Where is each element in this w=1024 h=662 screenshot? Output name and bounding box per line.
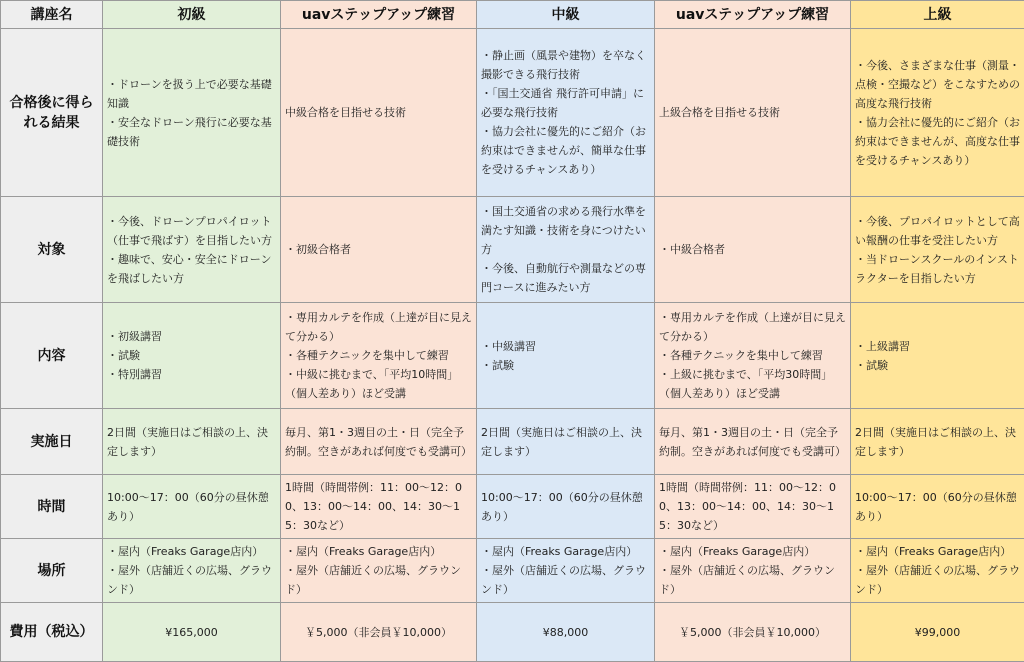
cell-date-advanced: 2日間（実施日はご相談の上、決定します） [851,409,1024,475]
cell-time-step-up-2: 1時間（時間帯例：11：00～12：00、13：00～14：00、14：30～15：30など） [655,475,851,539]
row-target [1,197,1024,303]
row-content [1,303,1024,409]
row-result [1,29,1024,197]
cell-fee-advanced: ¥99,000 [851,603,1024,662]
header-intermediate: 中級 [477,1,655,29]
cell-content-step-up-2: ・専用カルテを作成（上達が目に見えて分かる） ・各種テクニックを集中して練習 ・上級に挑むまで、「平均30時間」（個人差あり）ほど受講 [655,303,851,409]
cell-result-step-up-1: 中級合格を目指せる技術 [281,29,477,197]
row-date [1,409,1024,475]
row-place [1,539,1024,603]
row-label-result: 合格後に得られる結果 [1,29,103,197]
cell-place-intermediate: ・屋内（Freaks Garage店内） ・屋外（店舗近くの広場、グラウンド） [477,539,655,603]
row-label-target: 対象 [1,197,103,303]
cell-date-beginner: 2日間（実施日はご相談の上、決定します） [103,409,281,475]
header-course-name: 講座名 [1,1,103,29]
cell-result-beginner: ・ドローンを扱う上で必要な基礎知識 ・安全なドローン飛行に必要な基礎技術 [103,29,281,197]
header-advanced: 上級 [851,1,1024,29]
cell-fee-step-up-1: ￥5,000（非会員￥10,000） [281,603,477,662]
cell-target-step-up-2: ・中級合格者 [655,197,851,303]
cell-place-beginner: ・屋内（Freaks Garage店内） ・屋外（店舗近くの広場、グラウンド） [103,539,281,603]
cell-result-intermediate: ・静止画（風景や建物）を卒なく撮影できる飛行技術 ・「国土交通省 飛行許可申請」に必要な飛行技術 ・協力会社に優先的にご紹介（お約束はできませんが、簡単な仕事を受けるチャンスあり） [477,29,655,197]
cell-fee-step-up-2: ￥5,000（非会員￥10,000） [655,603,851,662]
header-step-up-2: uavステップアップ練習 [655,1,851,29]
cell-date-step-up-1: 毎月、第1・3週目の土・日（完全予約制。空きがあれば何度でも受講可） [281,409,477,475]
cell-date-intermediate: 2日間（実施日はご相談の上、決定します） [477,409,655,475]
cell-fee-intermediate: ¥88,000 [477,603,655,662]
cell-time-intermediate: 10:00～17：00（60分の昼休憩あり） [477,475,655,539]
cell-time-advanced: 10:00～17：00（60分の昼休憩あり） [851,475,1024,539]
cell-time-beginner: 10:00～17：00（60分の昼休憩あり） [103,475,281,539]
header-step-up-1: uavステップアップ練習 [281,1,477,29]
header-row [1,1,1024,29]
row-label-date: 実施日 [1,409,103,475]
cell-fee-beginner: ¥165,000 [103,603,281,662]
cell-result-step-up-2: 上級合格を目指せる技術 [655,29,851,197]
cell-target-intermediate: ・国土交通省の求める飛行水準を満たす知識・技術を身につけたい方 ・今後、自動航行や測量などの専門コースに進みたい方 [477,197,655,303]
cell-target-beginner: ・今後、ドローンプロパイロット（仕事で飛ばす）を目指したい方 ・趣味で、安心・安全にドローンを飛ばしたい方 [103,197,281,303]
cell-target-step-up-1: ・初級合格者 [281,197,477,303]
cell-target-advanced: ・今後、プロパイロットとして高い報酬の仕事を受注したい方 ・当ドローンスクールのインストラクターを目指したい方 [851,197,1024,303]
cell-content-intermediate: ・中級講習 ・試験 [477,303,655,409]
row-label-place: 場所 [1,539,103,603]
row-label-content: 内容 [1,303,103,409]
cell-content-step-up-1: ・専用カルテを作成（上達が目に見えて分かる） ・各種テクニックを集中して練習 ・中級に挑むまで、「平均10時間」（個人差あり）ほど受講 [281,303,477,409]
row-label-time: 時間 [1,475,103,539]
row-time [1,475,1024,539]
cell-content-beginner: ・初級講習 ・試験 ・特別講習 [103,303,281,409]
row-label-fee: 費用（税込） [1,603,103,662]
cell-place-step-up-2: ・屋内（Freaks Garage店内） ・屋外（店舗近くの広場、グラウンド） [655,539,851,603]
cell-date-step-up-2: 毎月、第1・3週目の土・日（完全予約制。空きがあれば何度でも受講可） [655,409,851,475]
cell-content-advanced: ・上級講習 ・試験 [851,303,1024,409]
header-beginner: 初級 [103,1,281,29]
cell-place-advanced: ・屋内（Freaks Garage店内） ・屋外（店舗近くの広場、グラウンド） [851,539,1024,603]
cell-place-step-up-1: ・屋内（Freaks Garage店内） ・屋外（店舗近くの広場、グラウンド） [281,539,477,603]
cell-result-advanced: ・今後、さまざまな仕事（測量・点検・空撮など）をこなすための高度な飛行技術 ・協力会社に優先的にご紹介（お約束はできませんが、高度な仕事を受けるチャンスあり） [851,29,1024,197]
cell-time-step-up-1: 1時間（時間帯例：11：00～12：00、13：00～14：00、14：30～15：30など） [281,475,477,539]
row-fee [1,603,1024,662]
